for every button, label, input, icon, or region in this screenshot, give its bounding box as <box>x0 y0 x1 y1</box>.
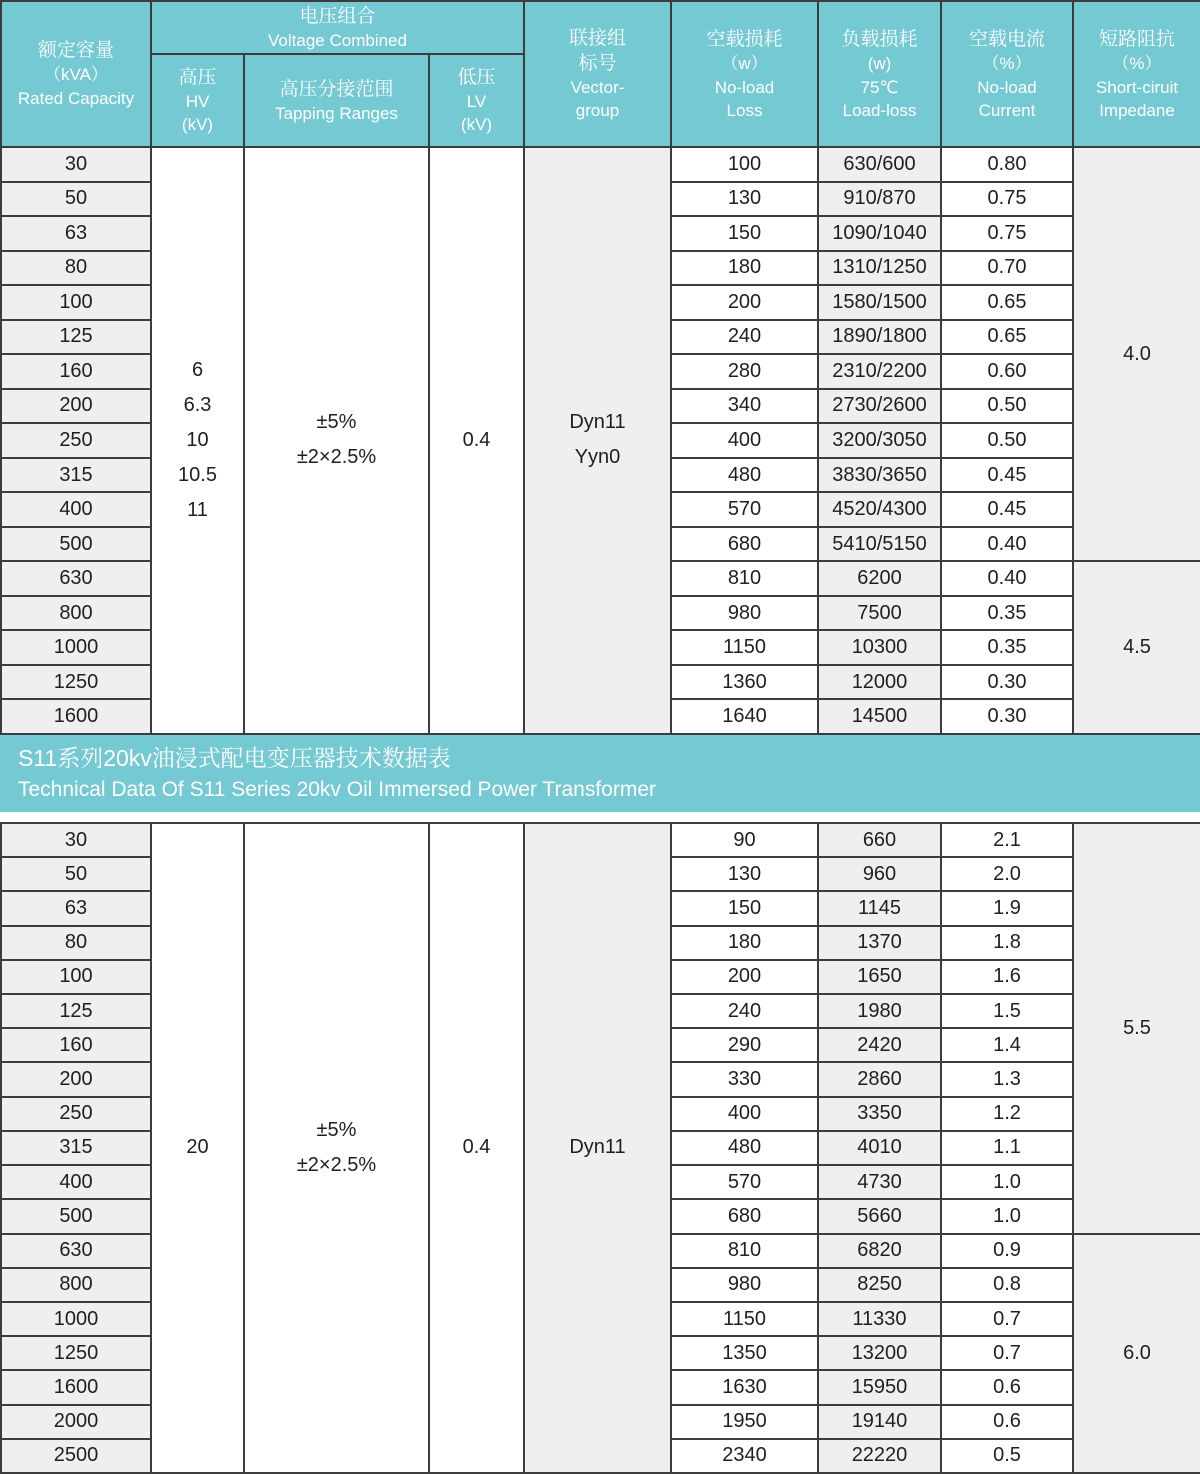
no-load-loss-cell: 240 <box>672 321 819 356</box>
no-load-loss-cell: 810 <box>672 562 819 597</box>
header-hv <box>152 55 245 148</box>
load-loss-cell: 1310/1250 <box>819 252 942 287</box>
rated-capacity-cell: 50 <box>2 183 152 218</box>
vector-group-cell <box>525 824 672 1474</box>
header-hv-zh: 高压 <box>178 66 217 88</box>
rated-capacity-cell: 500 <box>2 528 152 563</box>
header-load-loss-temp: 75℃ <box>860 77 899 97</box>
load-loss-cell: 7500 <box>819 597 942 632</box>
no-load-current-cell: 0.70 <box>942 252 1074 287</box>
no-load-loss-cell: 2340 <box>672 1440 819 1474</box>
no-load-loss-cell: 130 <box>672 183 819 218</box>
no-load-current-cell: 0.60 <box>942 355 1074 390</box>
load-loss-cell: 8250 <box>819 1269 942 1303</box>
header-no-load-current-en1: No-load <box>977 77 1037 97</box>
load-loss-cell: 5410/5150 <box>819 528 942 563</box>
banner-spacer <box>0 812 1200 822</box>
banner-title-zh: S11系列20kv油浸式配电变压器技术数据表 <box>18 744 451 771</box>
header-lv-unit: (kV) <box>460 114 493 134</box>
header-lv <box>430 55 525 148</box>
no-load-current-cell: 1.5 <box>942 995 1074 1029</box>
cell-line: 6.3 <box>183 393 212 416</box>
rated-capacity-cell: 630 <box>2 1235 152 1269</box>
hv-voltage-cell <box>152 824 245 1474</box>
header-no-load-loss-en1: No-load <box>714 77 775 97</box>
no-load-current-cell: 0.50 <box>942 424 1074 459</box>
no-load-loss-cell: 810 <box>672 1235 819 1269</box>
no-load-current-cell: 0.40 <box>942 562 1074 597</box>
no-load-current-cell: 0.6 <box>942 1406 1074 1440</box>
load-loss-cell: 2310/2200 <box>819 355 942 390</box>
header-rated-capacity <box>2 2 152 148</box>
no-load-loss-cell: 200 <box>672 961 819 995</box>
load-loss-cell: 660 <box>819 824 942 858</box>
rated-capacity-cell: 1600 <box>2 1371 152 1405</box>
no-load-current-cell: 1.4 <box>942 1029 1074 1063</box>
header-rated-capacity-en: Rated Capacity <box>17 89 135 108</box>
header-hv-unit: (kV) <box>181 114 214 134</box>
no-load-current-cell: 0.5 <box>942 1440 1074 1474</box>
cell-line: Dyn11 <box>569 1136 626 1159</box>
load-loss-cell: 910/870 <box>819 183 942 218</box>
header-tapping-zh: 高压分接范围 <box>279 78 394 100</box>
table-header <box>0 0 1200 148</box>
rated-capacity-cell: 315 <box>2 1132 152 1166</box>
load-loss-cell: 1370 <box>819 927 942 961</box>
no-load-loss-cell: 180 <box>672 927 819 961</box>
header-no-load-loss-en2: Loss <box>726 100 763 120</box>
no-load-current-cell: 0.45 <box>942 493 1074 528</box>
cell-line: 0.4 <box>462 1136 491 1159</box>
rated-capacity-cell: 200 <box>2 390 152 425</box>
header-lv-zh: 低压 <box>457 66 496 88</box>
no-load-current-cell: 0.30 <box>942 700 1074 735</box>
no-load-loss-cell: 90 <box>672 824 819 858</box>
impedance-cell: 5.5 <box>1074 824 1200 1235</box>
no-load-current-cell: 0.9 <box>942 1235 1074 1269</box>
rated-capacity-cell: 800 <box>2 597 152 632</box>
rated-capacity-cell: 80 <box>2 927 152 961</box>
rated-capacity-cell: 160 <box>2 355 152 390</box>
rated-capacity-cell: 250 <box>2 1098 152 1132</box>
load-loss-cell: 960 <box>819 858 942 892</box>
header-no-load-current-en2: Current <box>978 100 1036 120</box>
rated-capacity-cell: 2500 <box>2 1440 152 1474</box>
impedance-cell: 4.5 <box>1074 562 1200 735</box>
header-no-load-loss-zh: 空载损耗 <box>706 28 783 50</box>
cell-line: 0.4 <box>462 428 491 451</box>
no-load-current-cell: 0.35 <box>942 597 1074 632</box>
load-loss-cell: 19140 <box>819 1406 942 1440</box>
data-section-10kv <box>0 148 1200 735</box>
rated-capacity-cell: 125 <box>2 995 152 1029</box>
no-load-loss-cell: 100 <box>672 148 819 183</box>
header-vector-zh1: 联接组 <box>568 28 626 49</box>
header-impedance-en2: Impedane <box>1099 100 1175 120</box>
load-loss-cell: 12000 <box>819 666 942 701</box>
rated-capacity-cell: 500 <box>2 1200 152 1234</box>
no-load-loss-cell: 180 <box>672 252 819 287</box>
no-load-current-cell: 0.75 <box>942 217 1074 252</box>
cell-line: 20 <box>186 1136 209 1159</box>
cell-line: Yyn0 <box>574 446 621 469</box>
no-load-current-cell: 0.65 <box>942 321 1074 356</box>
impedance-cell: 6.0 <box>1074 1235 1200 1474</box>
load-loss-cell: 630/600 <box>819 148 942 183</box>
header-impedance <box>1074 2 1200 148</box>
load-loss-cell: 14500 <box>819 700 942 735</box>
tapping-range-cell <box>245 148 430 735</box>
header-voltage-combined-zh: 电压组合 <box>299 5 376 27</box>
no-load-current-cell: 1.3 <box>942 1063 1074 1097</box>
cell-line: Dyn11 <box>569 411 626 434</box>
load-loss-cell: 1090/1040 <box>819 217 942 252</box>
load-loss-cell: 1980 <box>819 995 942 1029</box>
hv-voltage-cell <box>152 148 245 735</box>
tapping-range-cell <box>245 824 430 1474</box>
header-vector-en2: group <box>575 101 620 120</box>
no-load-current-cell: 0.45 <box>942 459 1074 494</box>
rated-capacity-cell: 30 <box>2 824 152 858</box>
no-load-current-cell: 0.75 <box>942 183 1074 218</box>
rated-capacity-cell: 250 <box>2 424 152 459</box>
rated-capacity-cell: 30 <box>2 148 152 183</box>
no-load-loss-cell: 1350 <box>672 1337 819 1371</box>
rated-capacity-cell: 800 <box>2 1269 152 1303</box>
no-load-loss-cell: 1640 <box>672 700 819 735</box>
header-voltage-combined <box>152 2 525 55</box>
load-loss-cell: 11330 <box>819 1303 942 1337</box>
load-loss-cell: 4010 <box>819 1132 942 1166</box>
load-loss-cell: 2730/2600 <box>819 390 942 425</box>
header-impedance-en1: Short-ciruit <box>1095 77 1179 97</box>
load-loss-cell: 2860 <box>819 1063 942 1097</box>
cell-line: ±5% <box>316 1118 357 1141</box>
cell-line: 10.5 <box>178 463 217 486</box>
header-no-load-current-zh: 空载电流 <box>968 28 1045 50</box>
no-load-current-cell: 1.2 <box>942 1098 1074 1132</box>
no-load-current-cell: 0.35 <box>942 631 1074 666</box>
no-load-loss-cell: 400 <box>672 424 819 459</box>
no-load-loss-cell: 400 <box>672 1098 819 1132</box>
no-load-current-cell: 1.8 <box>942 927 1074 961</box>
load-loss-cell: 1650 <box>819 961 942 995</box>
no-load-loss-cell: 980 <box>672 1269 819 1303</box>
rated-capacity-cell: 400 <box>2 493 152 528</box>
no-load-loss-cell: 480 <box>672 459 819 494</box>
rated-capacity-cell: 1600 <box>2 700 152 735</box>
no-load-loss-cell: 240 <box>672 995 819 1029</box>
load-loss-cell: 1145 <box>819 892 942 926</box>
rated-capacity-cell: 50 <box>2 858 152 892</box>
header-load-loss-en: Load-loss <box>842 100 917 120</box>
no-load-loss-cell: 340 <box>672 390 819 425</box>
load-loss-cell: 5660 <box>819 1200 942 1234</box>
no-load-current-cell: 0.7 <box>942 1303 1074 1337</box>
header-load-loss-zh: 负载损耗 <box>841 28 918 50</box>
header-no-load-loss <box>672 2 819 148</box>
header-vector-group <box>525 2 672 148</box>
load-loss-cell: 6200 <box>819 562 942 597</box>
cell-line: ±5% <box>316 411 357 434</box>
load-loss-cell: 4730 <box>819 1166 942 1200</box>
header-no-load-loss-unit: （w） <box>721 53 768 73</box>
rated-capacity-cell: 400 <box>2 1166 152 1200</box>
load-loss-cell: 15950 <box>819 1371 942 1405</box>
no-load-current-cell: 1.9 <box>942 892 1074 926</box>
no-load-loss-cell: 680 <box>672 528 819 563</box>
no-load-current-cell: 1.1 <box>942 1132 1074 1166</box>
rated-capacity-cell: 2000 <box>2 1406 152 1440</box>
rated-capacity-cell: 80 <box>2 252 152 287</box>
cell-line: 6 <box>191 358 204 381</box>
rated-capacity-cell: 1000 <box>2 1303 152 1337</box>
no-load-loss-cell: 130 <box>672 858 819 892</box>
rated-capacity-cell: 63 <box>2 892 152 926</box>
lv-voltage-cell <box>430 824 525 1474</box>
no-load-loss-cell: 200 <box>672 286 819 321</box>
vector-group-cell <box>525 148 672 735</box>
no-load-loss-cell: 1150 <box>672 1303 819 1337</box>
header-load-loss <box>819 2 942 148</box>
header-impedance-zh: 短路阻抗 <box>1098 28 1175 50</box>
cell-line: 11 <box>187 498 208 521</box>
load-loss-cell: 22220 <box>819 1440 942 1474</box>
header-hv-en: HV <box>185 91 210 111</box>
rated-capacity-cell: 315 <box>2 459 152 494</box>
cell-line: 10 <box>186 428 209 451</box>
load-loss-cell: 1580/1500 <box>819 286 942 321</box>
impedance-cell: 4.0 <box>1074 148 1200 562</box>
header-vector-zh2: 标号 <box>578 53 617 74</box>
no-load-loss-cell: 150 <box>672 892 819 926</box>
no-load-current-cell: 0.8 <box>942 1269 1074 1303</box>
header-rated-capacity-unit: （kVA） <box>44 65 108 84</box>
no-load-loss-cell: 280 <box>672 355 819 390</box>
no-load-current-cell: 0.30 <box>942 666 1074 701</box>
rated-capacity-cell: 100 <box>2 961 152 995</box>
no-load-current-cell: 1.0 <box>942 1200 1074 1234</box>
header-no-load-current-unit: （%） <box>982 53 1032 73</box>
load-loss-cell: 6820 <box>819 1235 942 1269</box>
lv-voltage-cell <box>430 148 525 735</box>
rated-capacity-cell: 200 <box>2 1063 152 1097</box>
data-section-20kv <box>0 822 1200 1474</box>
rated-capacity-cell: 160 <box>2 1029 152 1063</box>
no-load-loss-cell: 570 <box>672 493 819 528</box>
load-loss-cell: 2420 <box>819 1029 942 1063</box>
no-load-loss-cell: 680 <box>672 1200 819 1234</box>
no-load-current-cell: 2.0 <box>942 858 1074 892</box>
header-load-loss-unit: (w) <box>867 53 892 73</box>
no-load-current-cell: 2.1 <box>942 824 1074 858</box>
rated-capacity-cell: 63 <box>2 217 152 252</box>
load-loss-cell: 3830/3650 <box>819 459 942 494</box>
rated-capacity-cell: 1250 <box>2 1337 152 1371</box>
header-voltage-combined-en: Voltage Combined <box>268 30 407 50</box>
no-load-loss-cell: 980 <box>672 597 819 632</box>
header-no-load-current <box>942 2 1074 148</box>
no-load-loss-cell: 1630 <box>672 1371 819 1405</box>
no-load-current-cell: 0.80 <box>942 148 1074 183</box>
rated-capacity-cell: 125 <box>2 321 152 356</box>
load-loss-cell: 3200/3050 <box>819 424 942 459</box>
rated-capacity-cell: 1250 <box>2 666 152 701</box>
no-load-loss-cell: 480 <box>672 1132 819 1166</box>
no-load-loss-cell: 1360 <box>672 666 819 701</box>
cell-line: ±2×2.5% <box>296 446 377 469</box>
no-load-current-cell: 0.65 <box>942 286 1074 321</box>
no-load-loss-cell: 290 <box>672 1029 819 1063</box>
header-impedance-unit: （%） <box>1112 53 1162 73</box>
no-load-current-cell: 1.6 <box>942 961 1074 995</box>
rated-capacity-cell: 630 <box>2 562 152 597</box>
section-title-banner <box>0 735 1200 812</box>
banner-title-en: Technical Data Of S11 Series 20kv Oil Immersed Power Transformer <box>18 777 657 801</box>
header-rated-capacity-zh: 额定容量 <box>37 40 114 61</box>
no-load-loss-cell: 150 <box>672 217 819 252</box>
header-tapping-en: Tapping Ranges <box>275 103 398 123</box>
no-load-current-cell: 0.50 <box>942 390 1074 425</box>
no-load-current-cell: 1.0 <box>942 1166 1074 1200</box>
header-lv-en: LV <box>466 91 487 111</box>
no-load-loss-cell: 330 <box>672 1063 819 1097</box>
rated-capacity-cell: 1000 <box>2 631 152 666</box>
load-loss-cell: 4520/4300 <box>819 493 942 528</box>
load-loss-cell: 3350 <box>819 1098 942 1132</box>
header-tapping-ranges <box>245 55 430 148</box>
header-vector-en1: Vector- <box>570 78 625 97</box>
rated-capacity-cell: 100 <box>2 286 152 321</box>
cell-line: ±2×2.5% <box>296 1153 377 1176</box>
load-loss-cell: 1890/1800 <box>819 321 942 356</box>
no-load-current-cell: 0.40 <box>942 528 1074 563</box>
load-loss-cell: 10300 <box>819 631 942 666</box>
no-load-loss-cell: 1950 <box>672 1406 819 1440</box>
no-load-loss-cell: 1150 <box>672 631 819 666</box>
no-load-current-cell: 0.7 <box>942 1337 1074 1371</box>
load-loss-cell: 13200 <box>819 1337 942 1371</box>
no-load-loss-cell: 570 <box>672 1166 819 1200</box>
no-load-current-cell: 0.6 <box>942 1371 1074 1405</box>
